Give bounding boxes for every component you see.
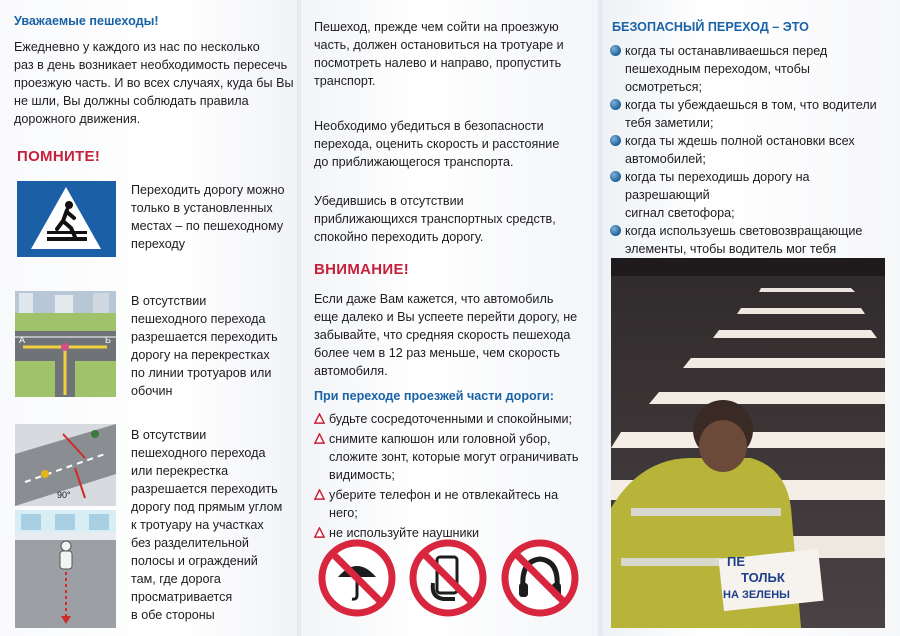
text-line: будьте сосредоточенными и спокойными; (329, 412, 573, 426)
crossing-rules-list (314, 410, 589, 544)
paragraph-assess-safety (314, 117, 594, 171)
text-line: в обе стороны (131, 608, 215, 622)
paragraph-speed-warning (314, 290, 594, 380)
crosswalk-photo (611, 258, 885, 628)
rule-intersection-text (131, 292, 291, 400)
no-phone-icon (407, 537, 489, 619)
label-a: А (19, 335, 26, 345)
text-line: дорогу под прямым углом (131, 500, 283, 514)
safe-crossing-heading: БЕЗОПАСНЫЙ ПЕРЕХОД – ЭТО (612, 20, 809, 34)
text-line: по линии тротуаров или (131, 366, 272, 380)
text-line: просматривается (131, 590, 233, 604)
text-line: пешеходным переходом, чтобы осмотреться; (625, 62, 810, 94)
list-item (314, 410, 589, 428)
globe-bullet-icon (610, 45, 621, 56)
text-line: до приближающегося транспорта. (314, 155, 514, 169)
text-line: не шли, Вы должны соблюдать правила (14, 94, 249, 108)
no-umbrella-icon (316, 537, 398, 619)
photo-sign-line: ПЕ (727, 554, 746, 569)
text-line: еще далеко и Вы успеете перейти дорогу, не (314, 310, 578, 324)
rule-right-angle-text (131, 426, 293, 624)
warning-triangle-icon (314, 489, 325, 500)
globe-bullet-icon (610, 99, 621, 110)
warning-triangle-icon (314, 433, 325, 444)
text-line: забывайте, что средняя скорость пешехода (314, 328, 571, 342)
label-b: Б (105, 335, 111, 345)
text-line: видимость; (329, 468, 395, 482)
text-line: Переходить дорогу можно (131, 183, 285, 197)
road-crossing-icon (15, 424, 116, 506)
text-line: пешеходного перехода (131, 312, 266, 326)
intro-text (14, 38, 294, 128)
globe-bullet-icon (610, 225, 621, 236)
text-line: не используйте наушники (329, 526, 480, 540)
warning-triangle-icon (314, 413, 325, 424)
sidewalk-icon (15, 510, 116, 628)
globe-bullet-icon (610, 135, 621, 146)
text-line: элементы, чтобы водитель мог тебя (625, 242, 837, 256)
angle-label: 90° (57, 490, 71, 500)
text-line: переходу (131, 237, 186, 251)
text-line: разрешается переходить (131, 330, 278, 344)
text-line: разрешается переходить (131, 482, 278, 496)
text-line: полосы и ограждений (131, 554, 258, 568)
list-item (314, 430, 589, 484)
text-line: Необходимо убедиться в безопасности (314, 119, 544, 133)
intersection-icon (15, 291, 116, 397)
text-line: Убедившись в отсутствии (314, 194, 464, 208)
text-line: раз в день возникает необходимость пересечь (14, 58, 288, 72)
rule-crosswalk-text (131, 181, 291, 253)
text-line: Ежедневно у каждого из нас по несколько (14, 40, 260, 54)
text-line: В отсутствии (131, 428, 207, 442)
list-item (314, 486, 589, 522)
no-headphones-icon (499, 537, 581, 619)
text-line: В отсутствии (131, 294, 207, 308)
list-item (610, 42, 890, 96)
text-line: когда используешь световозвращающие (625, 224, 863, 238)
photo-sign-line: ТОЛЬК (741, 570, 785, 585)
list-item (610, 96, 890, 132)
text-line: или перекрестка (131, 464, 229, 478)
globe-bullet-icon (610, 171, 621, 182)
text-line: только в установленных (131, 201, 273, 215)
text-line: уберите телефон и не отвлекайтесь на него; (329, 488, 559, 520)
text-line: приближающихся транспортных средств, (314, 212, 556, 226)
text-line: снимите капюшон или головной убор, (329, 432, 551, 446)
paragraph-stop-look (314, 18, 594, 90)
list-item (610, 132, 890, 168)
text-line: тебя заметили; (625, 116, 714, 130)
paragraph-cross-calmly (314, 192, 594, 246)
text-line: автомобилей; (625, 152, 706, 166)
remember-heading: ПОМНИТЕ! (17, 148, 101, 165)
text-line: транспорт. (314, 74, 376, 88)
photo-sign-line: НА ЗЕЛЕНЫ (723, 589, 790, 601)
text-line: проезжую часть. И во всех случаях, куда бы Вы (14, 76, 294, 90)
text-line: когда ты убеждаешься в том, что водители (625, 98, 877, 112)
text-line: Пешеход, прежде чем сойти на проезжую (314, 20, 559, 34)
text-line: к тротуару на участках (131, 518, 264, 532)
text-line: когда ты ждешь полной остановки всех (625, 134, 855, 148)
text-line: дорогу на перекрестках (131, 348, 270, 362)
crossing-rules-subheading: При переходе проезжей части дороги: (314, 389, 554, 403)
text-line: часть, должен остановиться на тротуаре и (314, 38, 564, 52)
text-line: спокойно переходить дорогу. (314, 230, 484, 244)
text-line: автомобиля. (314, 364, 388, 378)
text-line: сигнал светофора; (625, 206, 735, 220)
fold-divider (297, 0, 301, 636)
intersection-illustration (15, 291, 116, 397)
text-line: там, где дорога (131, 572, 221, 586)
greeting-heading: Уважаемые пешеходы! (14, 14, 159, 28)
text-line: обочин (131, 384, 173, 398)
text-line: местах – по пешеходному (131, 219, 284, 233)
right-angle-crossing-illustration (15, 424, 116, 506)
text-line: без разделительной (131, 536, 249, 550)
text-line: более чем в 12 раз меньше, чем скорость (314, 346, 560, 360)
pedestrian-icon (17, 181, 116, 257)
text-line: перехода, оценить скорость и расстояние (314, 137, 560, 151)
text-line: когда ты переходишь дорогу на разрешающий (625, 170, 810, 202)
text-line: посмотреть налево и направо, пропустить (314, 56, 562, 70)
text-line: пешеходного перехода (131, 446, 266, 460)
text-line: сложите зонт, которые могут ограничивать (329, 450, 579, 464)
text-line: Если даже Вам кажется, что автомобиль (314, 292, 554, 306)
text-line: когда ты останавливаешься перед (625, 44, 828, 58)
crosswalk-worker-photo (611, 258, 885, 628)
text-line: дорожного движения. (14, 112, 141, 126)
fold-divider (598, 0, 602, 636)
list-item (610, 168, 890, 222)
attention-heading: ВНИМАНИЕ! (314, 261, 410, 278)
sidewalk-illustration (15, 510, 116, 628)
pedestrian-crossing-sign (17, 181, 116, 257)
safe-crossing-list (610, 42, 890, 294)
